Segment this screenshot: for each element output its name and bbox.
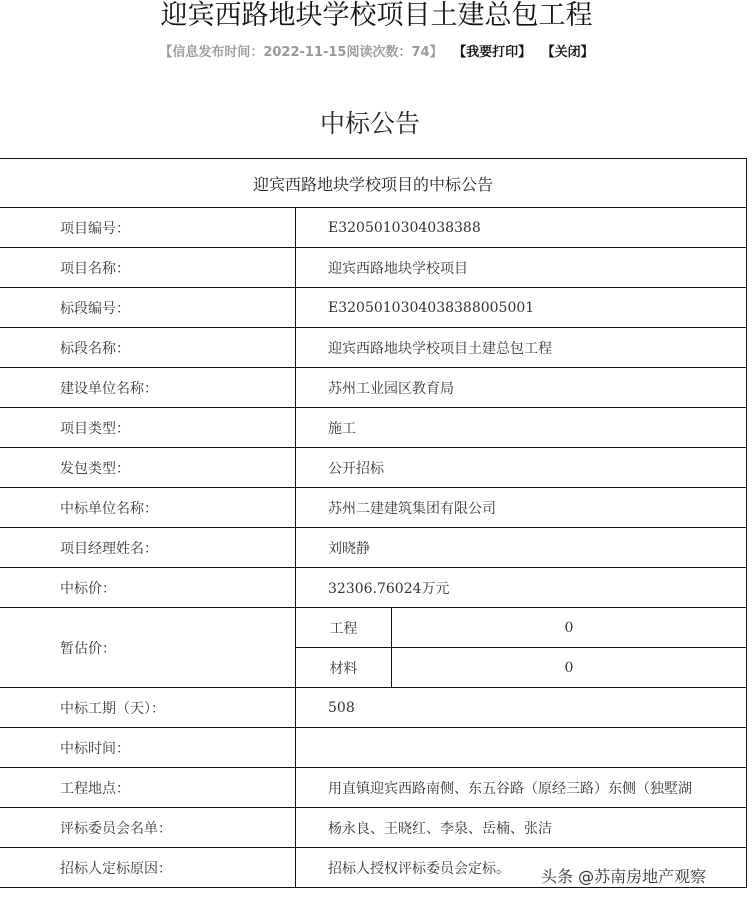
table-row xyxy=(0,488,747,528)
print-link[interactable]: 【我要打印】 xyxy=(453,45,532,60)
publish-info: 【信息发布时间：2022-11-15阅读次数：74】 xyxy=(159,45,443,60)
row-label: 建设单位名称： xyxy=(0,368,296,408)
row-label: 项目编号： xyxy=(0,208,296,248)
page-title: 迎宾西路地块学校项目土建总包工程 xyxy=(160,0,593,31)
table-row xyxy=(0,208,747,248)
award-notice-table xyxy=(0,158,747,888)
row-value: 施工 xyxy=(296,408,747,448)
close-link[interactable]: 【关闭】 xyxy=(541,45,594,60)
row-label: 中标时间： xyxy=(0,728,296,768)
row-label: 发包类型： xyxy=(0,448,296,488)
row-value xyxy=(296,768,747,808)
table-row xyxy=(0,368,747,408)
row-value: 杨永良、王晓红、李泉、岳楠、张洁 xyxy=(296,808,747,848)
table-row xyxy=(0,288,747,328)
row-value: E3205010304038388 xyxy=(296,208,747,248)
sub-row-value: 0 xyxy=(392,648,747,688)
row-label: 项目类型： xyxy=(0,408,296,448)
row-value: 迎宾西路地块学校项目 xyxy=(296,248,747,288)
row-label: 项目经理姓名： xyxy=(0,528,296,568)
table-caption: 迎宾西路地块学校项目的中标公告 xyxy=(0,159,747,208)
table-row xyxy=(0,448,747,488)
table-row xyxy=(0,328,747,368)
row-label: 工程地点： xyxy=(0,768,296,808)
row-label: 中标工期（天）： xyxy=(0,688,296,728)
row-value: 苏州二建建筑集团有限公司 xyxy=(296,488,747,528)
row-label: 招标人定标原因： xyxy=(0,848,296,888)
table-row xyxy=(0,808,747,848)
row-label: 中标价： xyxy=(0,568,296,608)
table-row xyxy=(0,568,747,608)
meta-bar xyxy=(0,44,753,62)
row-label: 暂估价： xyxy=(0,608,296,688)
row-value: 刘晓静 xyxy=(296,528,747,568)
sub-row-label: 材料 xyxy=(296,648,392,688)
project-location: 用直镇迎宾西路南侧、东五谷路（原经三路）东侧（独墅湖 xyxy=(328,780,692,797)
sub-row-value: 0 xyxy=(392,608,747,648)
table-row xyxy=(0,248,747,288)
table-row xyxy=(0,728,747,768)
row-value: 招标人授权评标委员会定标。 xyxy=(296,848,747,888)
table-row xyxy=(0,528,747,568)
row-label: 标段编号： xyxy=(0,288,296,328)
table-row xyxy=(0,688,747,728)
notice-heading: 中标公告 xyxy=(319,109,420,138)
watermark: 头条 @苏南房地产观察 xyxy=(541,867,707,886)
row-value: 公开招标 xyxy=(296,448,747,488)
sub-row-label: 工程 xyxy=(296,608,392,648)
row-value: 苏州工业园区教育局 xyxy=(296,368,747,408)
row-label: 中标单位名称： xyxy=(0,488,296,528)
row-label: 项目名称： xyxy=(0,248,296,288)
table-row xyxy=(0,408,747,448)
row-value xyxy=(296,728,747,768)
row-label: 评标委员会名单： xyxy=(0,808,296,848)
row-value: 迎宾西路地块学校项目土建总包工程 xyxy=(296,328,747,368)
table-row-provisional-engineering xyxy=(0,608,747,648)
row-label: 标段名称： xyxy=(0,328,296,368)
row-value: E3205010304038388005001 xyxy=(296,288,747,328)
table-caption-row xyxy=(0,159,747,208)
row-value: 32306.76024万元 xyxy=(296,568,747,608)
row-value: 508 xyxy=(296,688,747,728)
table-row xyxy=(0,768,747,808)
